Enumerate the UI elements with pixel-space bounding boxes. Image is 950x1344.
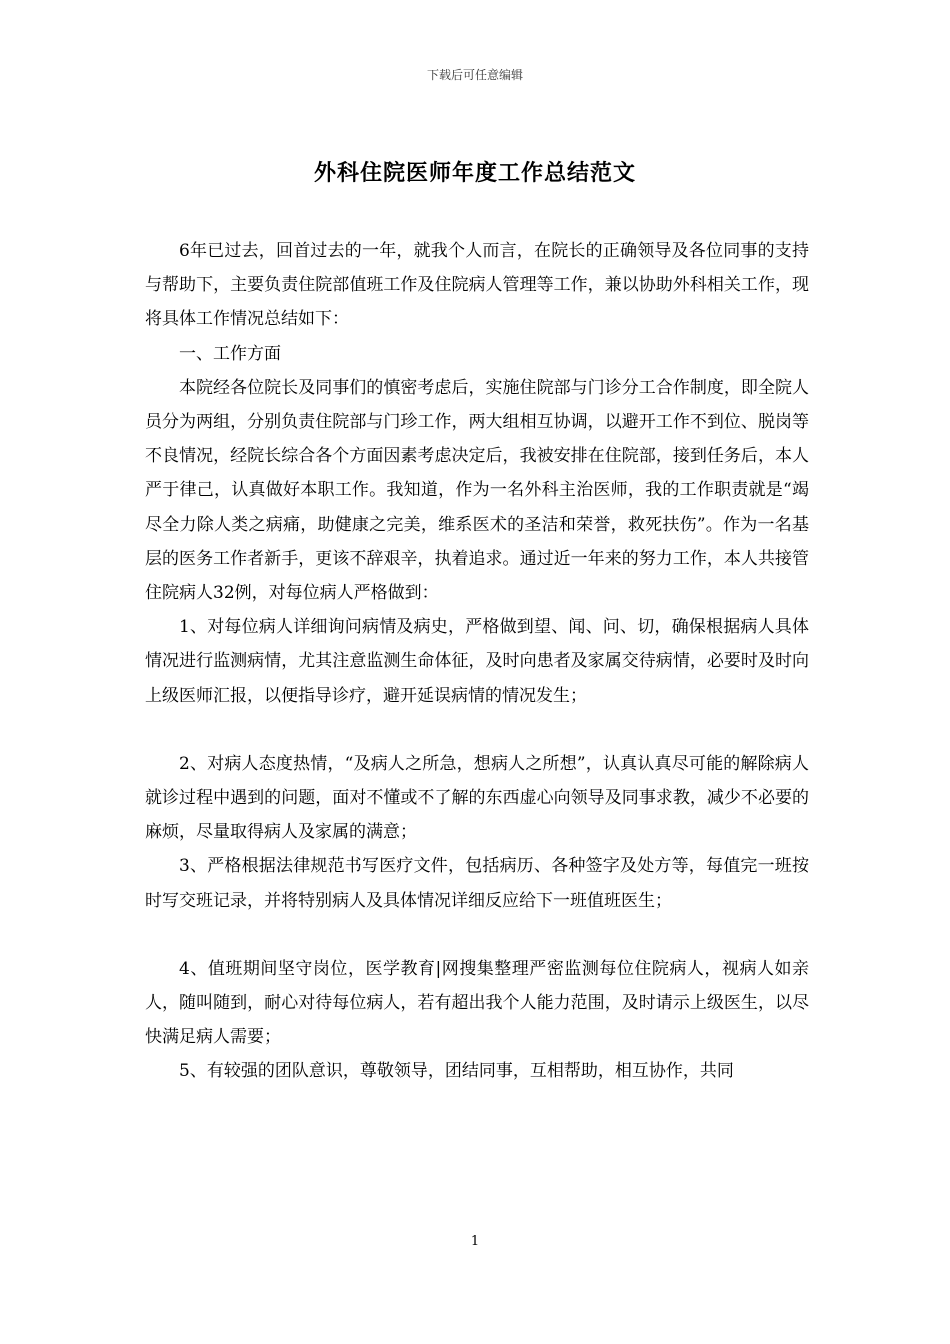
list-item-2: 2、对病人态度热情，“及病人之所急，想病人之所想”，认真认真尽可能的解除病人就诊过程中遇到的问题，面对不懂或不了解的东西虚心向领导及同事求教，减少不必要的麻烦，尽量取得病人及家属的满意；	[145, 753, 809, 843]
paragraph-work-overview: 本院经各位院长及同事们的慎密考虑后，实施住院部与门诊分工合作制度，即全院人员分为两组，分别负责住院部与门珍工作，两大组相互协调，以避开工作不到位、脱岗等不良情况，经院长综合各个方面因素考虑决定后，我被安排在住院部，接到任务后，本人严于律己，认真做好本职工作。我知道，作为一名外科主治医师，我的工作职责就是“竭尽全力除人类之病痛，助健康之完美，维系医术的圣洁和荣誉，救死扶伤”。作为一名基层的医务工作者新手，更该不辞艰辛，执着追求。通过近一年来的努力工作，本人共接管住院病人32例，对每位病人严格做到：	[145, 377, 809, 604]
document-title: 外科住院医师年度工作总结范文	[313, 160, 636, 186]
list-item-4: 4、值班期间坚守岗位，医学教育|网搜集整理严密监测每位住院病人，视病人如亲人，随叫随到，耐心对待每位病人，若有超出我个人能力范围，及时请示上级医生，以尽快满足病人需要；	[145, 958, 809, 1048]
list-item-5: 5、有较强的团队意识，尊敬领导，团结同事，互相帮助，相互协作，共同	[179, 1061, 734, 1082]
page-number: 1	[470, 1234, 480, 1249]
header-note: 下载后可任意编辑	[426, 68, 523, 82]
list-item-1: 1、对每位病人详细询问病情及病史，严格做到望、闻、问、切，确保根据病人具体情况进行监测病情，尤其注意监测生命体征，及时向患者及家属交待病情，必要时及时向上级医师汇报，以便指导诊疗，避开延误病情的情况发生；	[145, 617, 809, 706]
paragraph-intro: 6年已过去，回首过去的一年，就我个人而言，在院长的正确领导及各位同事的支持与帮助下，主要负责住院部值班工作及住院病人管理等工作，兼以协助外科相关工作，现将具体工作情况总结如下：	[145, 241, 809, 330]
list-item-3: 3、严格根据法律规范书写医疗文件，包括病历、各种签字及处方等，每值完一班按时写交班记录，并将特别病人及具体情况详细反应给下一班值班医生；	[145, 856, 809, 911]
document-body	[145, 234, 809, 1089]
section-heading-work: 一、工作方面	[179, 343, 281, 364]
